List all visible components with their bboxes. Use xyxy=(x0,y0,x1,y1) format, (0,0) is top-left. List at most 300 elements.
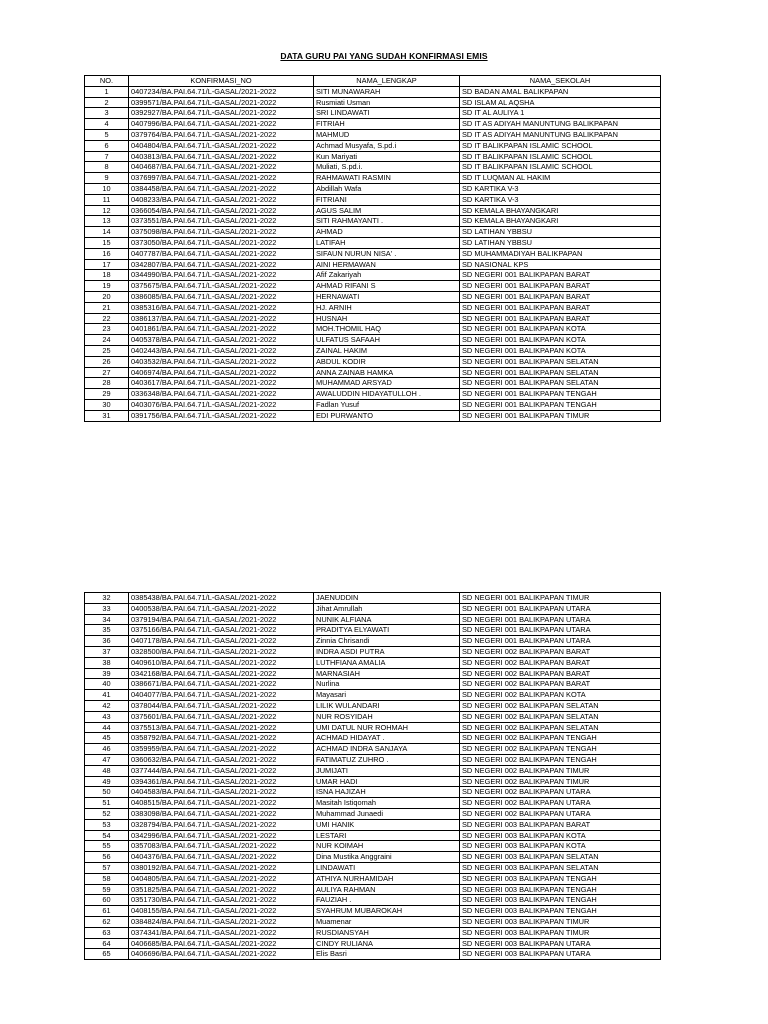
cell-no: 30 xyxy=(85,399,129,410)
cell-nama-sekolah: SD MUHAMMADIYAH BALIKPAPAN xyxy=(460,248,661,259)
cell-konfirmasi-no: 0404583/BA.PAI.64.71/L-GASAL/2021-2022 xyxy=(129,787,314,798)
table-row xyxy=(85,690,661,701)
cell-konfirmasi-no: 0404804/BA.PAI.64.71/L-GASAL/2021-2022 xyxy=(129,140,314,151)
cell-konfirmasi-no: 0407787/BA.PAI.64.71/L-GASAL/2021-2022 xyxy=(129,248,314,259)
table-row xyxy=(85,345,661,356)
cell-nama-sekolah: SD IT AS ADIYAH MANUNTUNG BALIKPAPAN xyxy=(460,119,661,130)
cell-nama-lengkap: Rusmiati Usman xyxy=(314,97,460,108)
cell-no: 29 xyxy=(85,389,129,400)
table-row xyxy=(85,97,661,108)
cell-nama-sekolah: SD NEGERI 003 BALIKPAPAN KOTA xyxy=(460,830,661,841)
cell-nama-lengkap: FITRIAH xyxy=(314,119,460,130)
cell-nama-lengkap: Fadlan Yusuf xyxy=(314,399,460,410)
cell-nama-sekolah: SD KEMALA BHAYANGKARI xyxy=(460,216,661,227)
cell-nama-sekolah: SD NEGERI 001 BALIKPAPAN UTARA xyxy=(460,625,661,636)
table-row xyxy=(85,614,661,625)
table-row xyxy=(85,119,661,130)
cell-konfirmasi-no: 0375513/BA.PAI.64.71/L-GASAL/2021-2022 xyxy=(129,722,314,733)
table-row xyxy=(85,162,661,173)
cell-nama-sekolah: SD NEGERI 002 BALIKPAPAN TENGAH xyxy=(460,754,661,765)
cell-no: 54 xyxy=(85,830,129,841)
cell-konfirmasi-no: 0351825/BA.PAI.64.71/L-GASAL/2021-2022 xyxy=(129,884,314,895)
cell-konfirmasi-no: 0400538/BA.PAI.64.71/L-GASAL/2021-2022 xyxy=(129,603,314,614)
cell-nama-sekolah: SD IT BALIKPAPAN ISLAMIC SCHOOL xyxy=(460,140,661,151)
cell-konfirmasi-no: 0342807/BA.PAI.64.71/L-GASAL/2021-2022 xyxy=(129,259,314,270)
cell-nama-sekolah: SD NEGERI 001 BALIKPAPAN UTARA xyxy=(460,603,661,614)
header-nama-sekolah: NAMA_SEKOLAH xyxy=(460,76,661,87)
table-row xyxy=(85,356,661,367)
cell-konfirmasi-no: 0404376/BA.PAI.64.71/L-GASAL/2021-2022 xyxy=(129,852,314,863)
cell-nama-sekolah: SD NEGERI 001 BALIKPAPAN KOTA xyxy=(460,345,661,356)
table-row xyxy=(85,335,661,346)
cell-konfirmasi-no: 0406696/BA.PAI.64.71/L-GASAL/2021-2022 xyxy=(129,949,314,960)
table-row xyxy=(85,151,661,162)
cell-nama-sekolah: SD NEGERI 001 BALIKPAPAN TIMUR xyxy=(460,410,661,421)
cell-nama-sekolah: SD NEGERI 003 BALIKPAPAN SELATAN xyxy=(460,852,661,863)
cell-konfirmasi-no: 0399571/BA.PAI.64.71/L-GASAL/2021-2022 xyxy=(129,97,314,108)
table-row xyxy=(85,399,661,410)
cell-nama-lengkap: NUR KOIMAH xyxy=(314,841,460,852)
cell-no: 58 xyxy=(85,873,129,884)
cell-nama-sekolah: SD NEGERI 003 BALIKPAPAN TENGAH xyxy=(460,884,661,895)
cell-no: 51 xyxy=(85,798,129,809)
cell-no: 8 xyxy=(85,162,129,173)
cell-konfirmasi-no: 0342996/BA.PAI.64.71/L-GASAL/2021-2022 xyxy=(129,830,314,841)
cell-nama-lengkap: Elis Basri xyxy=(314,949,460,960)
cell-nama-lengkap: LILIK WULANDARI xyxy=(314,700,460,711)
table-row xyxy=(85,841,661,852)
cell-nama-lengkap: UMI HANIK xyxy=(314,819,460,830)
cell-nama-sekolah: SD NEGERI 001 BALIKPAPAN BARAT xyxy=(460,270,661,281)
table-row xyxy=(85,313,661,324)
cell-no: 4 xyxy=(85,119,129,130)
cell-nama-lengkap: HERNAWATI xyxy=(314,291,460,302)
cell-nama-lengkap: HUSNAH xyxy=(314,313,460,324)
cell-no: 24 xyxy=(85,335,129,346)
teacher-table-page-2 xyxy=(84,592,661,960)
table-row xyxy=(85,819,661,830)
cell-nama-sekolah: SD KARTIKA V-3 xyxy=(460,194,661,205)
table-row xyxy=(85,852,661,863)
cell-konfirmasi-no: 0406974/BA.PAI.64.71/L-GASAL/2021-2022 xyxy=(129,367,314,378)
cell-nama-sekolah: SD IT AL AULIYA 1 xyxy=(460,108,661,119)
table-row xyxy=(85,646,661,657)
table-row xyxy=(85,884,661,895)
cell-konfirmasi-no: 0408233/BA.PAI.64.71/L-GASAL/2021-2022 xyxy=(129,194,314,205)
table-row xyxy=(85,216,661,227)
cell-nama-sekolah: SD NEGERI 003 BALIKPAPAN UTARA xyxy=(460,949,661,960)
header-nama-lengkap: NAMA_LENGKAP xyxy=(314,76,460,87)
cell-nama-lengkap: Jihat Amrullah xyxy=(314,603,460,614)
cell-nama-lengkap: ACHMAD INDRA SANJAYA xyxy=(314,744,460,755)
cell-no: 59 xyxy=(85,884,129,895)
cell-no: 14 xyxy=(85,227,129,238)
cell-no: 2 xyxy=(85,97,129,108)
cell-no: 64 xyxy=(85,938,129,949)
cell-nama-lengkap: ANNA ZAINAB HAMKA xyxy=(314,367,460,378)
cell-konfirmasi-no: 0336348/BA.PAI.64.71/L-GASAL/2021-2022 xyxy=(129,389,314,400)
cell-konfirmasi-no: 0384824/BA.PAI.64.71/L-GASAL/2021-2022 xyxy=(129,916,314,927)
cell-nama-lengkap: LATIFAH xyxy=(314,237,460,248)
cell-nama-sekolah: SD NEGERI 003 BALIKPAPAN KOTA xyxy=(460,841,661,852)
cell-konfirmasi-no: 0406685/BA.PAI.64.71/L-GASAL/2021-2022 xyxy=(129,938,314,949)
cell-no: 22 xyxy=(85,313,129,324)
cell-no: 32 xyxy=(85,593,129,604)
cell-konfirmasi-no: 0328500/BA.PAI.64.71/L-GASAL/2021-2022 xyxy=(129,646,314,657)
cell-nama-sekolah: SD NEGERI 001 BALIKPAPAN SELATAN xyxy=(460,378,661,389)
cell-nama-sekolah: SD NEGERI 003 BALIKPAPAN TENGAH xyxy=(460,895,661,906)
table-row xyxy=(85,625,661,636)
cell-konfirmasi-no: 0401861/BA.PAI.64.71/L-GASAL/2021-2022 xyxy=(129,324,314,335)
table-row xyxy=(85,798,661,809)
cell-no: 49 xyxy=(85,776,129,787)
cell-no: 57 xyxy=(85,862,129,873)
cell-konfirmasi-no: 0404805/BA.PAI.64.71/L-GASAL/2021-2022 xyxy=(129,873,314,884)
cell-konfirmasi-no: 0404687/BA.PAI.64.71/L-GASAL/2021-2022 xyxy=(129,162,314,173)
cell-nama-lengkap: Muhammad Junaedi xyxy=(314,808,460,819)
cell-konfirmasi-no: 0392927/BA.PAI.64.71/L-GASAL/2021-2022 xyxy=(129,108,314,119)
cell-konfirmasi-no: 0344990/BA.PAI.64.71/L-GASAL/2021-2022 xyxy=(129,270,314,281)
table-row xyxy=(85,927,661,938)
cell-nama-lengkap: MUHAMMAD ARSYAD xyxy=(314,378,460,389)
cell-nama-lengkap: FITRIANI xyxy=(314,194,460,205)
cell-no: 44 xyxy=(85,722,129,733)
cell-nama-sekolah: SD NEGERI 001 BALIKPAPAN KOTA xyxy=(460,324,661,335)
table-row xyxy=(85,270,661,281)
cell-nama-lengkap: SIFAUN NURUN NISA' . xyxy=(314,248,460,259)
cell-nama-lengkap: LESTARI xyxy=(314,830,460,841)
cell-konfirmasi-no: 0403532/BA.PAI.64.71/L-GASAL/2021-2022 xyxy=(129,356,314,367)
table-row xyxy=(85,302,661,313)
cell-konfirmasi-no: 0383098/BA.PAI.64.71/L-GASAL/2021-2022 xyxy=(129,808,314,819)
cell-nama-sekolah: SD NASIONAL KPS xyxy=(460,259,661,270)
table-row xyxy=(85,657,661,668)
cell-nama-sekolah: SD NEGERI 003 BALIKPAPAN TENGAH xyxy=(460,873,661,884)
cell-nama-lengkap: NUNIK ALFIANA xyxy=(314,614,460,625)
table-row xyxy=(85,679,661,690)
cell-konfirmasi-no: 0328794/BA.PAI.64.71/L-GASAL/2021-2022 xyxy=(129,819,314,830)
cell-nama-sekolah: SD IT AS ADIYAH MANUNTUNG BALIKPAPAN xyxy=(460,129,661,140)
cell-nama-lengkap: JUMIJATI xyxy=(314,765,460,776)
cell-nama-sekolah: SD NEGERI 001 BALIKPAPAN TENGAH xyxy=(460,389,661,400)
cell-nama-lengkap: Zinnia Chrisandi xyxy=(314,636,460,647)
cell-no: 41 xyxy=(85,690,129,701)
table-row xyxy=(85,668,661,679)
cell-nama-lengkap: HJ. ARNIH xyxy=(314,302,460,313)
cell-no: 43 xyxy=(85,711,129,722)
cell-no: 61 xyxy=(85,906,129,917)
cell-nama-lengkap: Achmad Musyafa, S.pd.i xyxy=(314,140,460,151)
cell-nama-lengkap: PRADITYA ELYAWATI xyxy=(314,625,460,636)
cell-nama-sekolah: SD NEGERI 001 BALIKPAPAN TIMUR xyxy=(460,593,661,604)
cell-nama-sekolah: SD LATIHAN YBBSU xyxy=(460,237,661,248)
table-row xyxy=(85,711,661,722)
cell-no: 45 xyxy=(85,733,129,744)
cell-nama-lengkap: SITI MUNAWARAH xyxy=(314,86,460,97)
cell-konfirmasi-no: 0359959/BA.PAI.64.71/L-GASAL/2021-2022 xyxy=(129,744,314,755)
cell-konfirmasi-no: 0402443/BA.PAI.64.71/L-GASAL/2021-2022 xyxy=(129,345,314,356)
cell-no: 37 xyxy=(85,646,129,657)
cell-no: 38 xyxy=(85,657,129,668)
cell-konfirmasi-no: 0358792/BA.PAI.64.71/L-GASAL/2021-2022 xyxy=(129,733,314,744)
cell-nama-lengkap: FATIMATUZ ZUHRO . xyxy=(314,754,460,765)
cell-konfirmasi-no: 0408515/BA.PAI.64.71/L-GASAL/2021-2022 xyxy=(129,798,314,809)
cell-nama-sekolah: SD NEGERI 002 BALIKPAPAN TIMUR xyxy=(460,765,661,776)
cell-konfirmasi-no: 0342168/BA.PAI.64.71/L-GASAL/2021-2022 xyxy=(129,668,314,679)
cell-konfirmasi-no: 0374341/BA.PAI.64.71/L-GASAL/2021-2022 xyxy=(129,927,314,938)
cell-konfirmasi-no: 0408155/BA.PAI.64.71/L-GASAL/2021-2022 xyxy=(129,906,314,917)
cell-konfirmasi-no: 0360632/BA.PAI.64.71/L-GASAL/2021-2022 xyxy=(129,754,314,765)
cell-nama-lengkap: MARNASIAH xyxy=(314,668,460,679)
header-konfirmasi-no: KONFIRMASI_NO xyxy=(129,76,314,87)
cell-no: 26 xyxy=(85,356,129,367)
cell-no: 16 xyxy=(85,248,129,259)
cell-no: 25 xyxy=(85,345,129,356)
cell-konfirmasi-no: 0376997/BA.PAI.64.71/L-GASAL/2021-2022 xyxy=(129,173,314,184)
cell-nama-lengkap: ULFATUS SAFAAH xyxy=(314,335,460,346)
cell-nama-sekolah: SD NEGERI 001 BALIKPAPAN SELATAN xyxy=(460,356,661,367)
cell-no: 21 xyxy=(85,302,129,313)
cell-nama-lengkap: Muamenar xyxy=(314,916,460,927)
table-row xyxy=(85,949,661,960)
cell-nama-sekolah: SD NEGERI 002 BALIKPAPAN SELATAN xyxy=(460,711,661,722)
cell-nama-sekolah: SD NEGERI 002 BALIKPAPAN UTARA xyxy=(460,808,661,819)
table-row xyxy=(85,744,661,755)
cell-nama-lengkap: EDI PURWANTO xyxy=(314,410,460,421)
table-row xyxy=(85,808,661,819)
table-row xyxy=(85,895,661,906)
cell-nama-sekolah: SD NEGERI 002 BALIKPAPAN BARAT xyxy=(460,646,661,657)
cell-no: 53 xyxy=(85,819,129,830)
cell-konfirmasi-no: 0407178/BA.PAI.64.71/L-GASAL/2021-2022 xyxy=(129,636,314,647)
cell-nama-lengkap: CINDY RULIANA xyxy=(314,938,460,949)
cell-no: 9 xyxy=(85,173,129,184)
cell-konfirmasi-no: 0407996/BA.PAI.64.71/L-GASAL/2021-2022 xyxy=(129,119,314,130)
cell-konfirmasi-no: 0407234/BA.PAI.64.71/L-GASAL/2021-2022 xyxy=(129,86,314,97)
table-row xyxy=(85,700,661,711)
cell-no: 15 xyxy=(85,237,129,248)
table-row xyxy=(85,324,661,335)
cell-nama-lengkap: Afif Zakariyah xyxy=(314,270,460,281)
cell-nama-sekolah: SD NEGERI 002 BALIKPAPAN TENGAH xyxy=(460,733,661,744)
table-body-page-2 xyxy=(85,593,661,960)
cell-nama-sekolah: SD NEGERI 003 BALIKPAPAN TENGAH xyxy=(460,906,661,917)
cell-no: 3 xyxy=(85,108,129,119)
table-row xyxy=(85,862,661,873)
cell-nama-lengkap: MAHMUD xyxy=(314,129,460,140)
cell-nama-sekolah: SD NEGERI 002 BALIKPAPAN SELATAN xyxy=(460,722,661,733)
table-row xyxy=(85,389,661,400)
cell-konfirmasi-no: 0409610/BA.PAI.64.71/L-GASAL/2021-2022 xyxy=(129,657,314,668)
cell-nama-lengkap: AULIYA RAHMAN xyxy=(314,884,460,895)
cell-nama-sekolah: SD NEGERI 001 BALIKPAPAN BARAT xyxy=(460,302,661,313)
table-row xyxy=(85,830,661,841)
cell-nama-lengkap: LINDAWATI xyxy=(314,862,460,873)
cell-no: 13 xyxy=(85,216,129,227)
cell-nama-sekolah: SD NEGERI 002 BALIKPAPAN TENGAH xyxy=(460,744,661,755)
cell-nama-lengkap: ATHIYA NURHAMIDAH xyxy=(314,873,460,884)
cell-no: 20 xyxy=(85,291,129,302)
cell-no: 63 xyxy=(85,927,129,938)
cell-nama-lengkap: FAUZIAH . xyxy=(314,895,460,906)
table-row xyxy=(85,227,661,238)
table-header-row xyxy=(85,76,661,87)
cell-nama-lengkap: AWALUDDIN HIDAYATULLOH . xyxy=(314,389,460,400)
cell-konfirmasi-no: 0375675/BA.PAI.64.71/L-GASAL/2021-2022 xyxy=(129,281,314,292)
cell-nama-sekolah: SD NEGERI 003 BALIKPAPAN TIMUR xyxy=(460,916,661,927)
cell-nama-sekolah: SD NEGERI 002 BALIKPAPAN UTARA xyxy=(460,787,661,798)
page-title: DATA GURU PAI YANG SUDAH KONFIRMASI EMIS xyxy=(280,51,488,61)
table-row xyxy=(85,733,661,744)
cell-no: 17 xyxy=(85,259,129,270)
cell-konfirmasi-no: 0384458/BA.PAI.64.71/L-GASAL/2021-2022 xyxy=(129,183,314,194)
table-row xyxy=(85,108,661,119)
teacher-table-page-1 xyxy=(84,75,661,422)
cell-nama-sekolah: SD NEGERI 003 BALIKPAPAN BARAT xyxy=(460,819,661,830)
cell-konfirmasi-no: 0375098/BA.PAI.64.71/L-GASAL/2021-2022 xyxy=(129,227,314,238)
cell-konfirmasi-no: 0375166/BA.PAI.64.71/L-GASAL/2021-2022 xyxy=(129,625,314,636)
cell-no: 34 xyxy=(85,614,129,625)
cell-nama-lengkap: Muliati, S.pd.i. xyxy=(314,162,460,173)
cell-no: 62 xyxy=(85,916,129,927)
table-row xyxy=(85,367,661,378)
cell-no: 27 xyxy=(85,367,129,378)
cell-konfirmasi-no: 0377444/BA.PAI.64.71/L-GASAL/2021-2022 xyxy=(129,765,314,776)
table-row xyxy=(85,378,661,389)
cell-nama-lengkap: RAHMAWATI RASMIN xyxy=(314,173,460,184)
cell-no: 28 xyxy=(85,378,129,389)
cell-no: 33 xyxy=(85,603,129,614)
cell-nama-lengkap: Dina Mustika Anggraini xyxy=(314,852,460,863)
table-row xyxy=(85,906,661,917)
cell-nama-sekolah: SD NEGERI 001 BALIKPAPAN SELATAN xyxy=(460,367,661,378)
header-no: NO. xyxy=(85,76,129,87)
table-row xyxy=(85,603,661,614)
cell-no: 42 xyxy=(85,700,129,711)
cell-nama-sekolah: SD NEGERI 001 BALIKPAPAN UTARA xyxy=(460,614,661,625)
cell-no: 36 xyxy=(85,636,129,647)
cell-nama-lengkap: MOH.THOMIL HAQ xyxy=(314,324,460,335)
cell-nama-lengkap: ABDUL KODIR xyxy=(314,356,460,367)
cell-nama-lengkap: RUSDIANSYAH xyxy=(314,927,460,938)
cell-nama-sekolah: SD NEGERI 003 BALIKPAPAN SELATAN xyxy=(460,862,661,873)
cell-nama-lengkap: UMAR HADI xyxy=(314,776,460,787)
cell-konfirmasi-no: 0373050/BA.PAI.64.71/L-GASAL/2021-2022 xyxy=(129,237,314,248)
cell-nama-sekolah: SD ISLAM AL AQSHA xyxy=(460,97,661,108)
table-body-page-1 xyxy=(85,86,661,421)
cell-no: 31 xyxy=(85,410,129,421)
cell-nama-sekolah: SD NEGERI 002 BALIKPAPAN UTARA xyxy=(460,798,661,809)
cell-konfirmasi-no: 0375601/BA.PAI.64.71/L-GASAL/2021-2022 xyxy=(129,711,314,722)
cell-konfirmasi-no: 0403076/BA.PAI.64.71/L-GASAL/2021-2022 xyxy=(129,399,314,410)
cell-nama-sekolah: SD BADAN AMAL BALIKPAPAN xyxy=(460,86,661,97)
cell-nama-lengkap: SITI RAHMAYANTI . xyxy=(314,216,460,227)
cell-no: 52 xyxy=(85,808,129,819)
cell-nama-sekolah: SD KARTIKA V-3 xyxy=(460,183,661,194)
cell-konfirmasi-no: 0385438/BA.PAI.64.71/L-GASAL/2021-2022 xyxy=(129,593,314,604)
cell-nama-lengkap: AHMAD RIFANI S xyxy=(314,281,460,292)
cell-nama-lengkap: ISNA HAJIZAH xyxy=(314,787,460,798)
cell-nama-sekolah: SD NEGERI 001 BALIKPAPAN BARAT xyxy=(460,291,661,302)
cell-nama-lengkap: LUTHFIANA AMALIA xyxy=(314,657,460,668)
cell-konfirmasi-no: 0386137/BA.PAI.64.71/L-GASAL/2021-2022 xyxy=(129,313,314,324)
cell-nama-sekolah: SD NEGERI 001 BALIKPAPAN BARAT xyxy=(460,313,661,324)
cell-no: 60 xyxy=(85,895,129,906)
cell-nama-lengkap: UMI DATUL NUR ROHMAH xyxy=(314,722,460,733)
table-row xyxy=(85,636,661,647)
cell-no: 7 xyxy=(85,151,129,162)
cell-no: 39 xyxy=(85,668,129,679)
cell-nama-lengkap: Abdillah Wafa xyxy=(314,183,460,194)
cell-nama-lengkap: SRI LINDAWATI xyxy=(314,108,460,119)
cell-nama-lengkap: JAENUDDIN xyxy=(314,593,460,604)
cell-nama-sekolah: SD KEMALA BHAYANGKARI xyxy=(460,205,661,216)
cell-konfirmasi-no: 0366054/BA.PAI.64.71/L-GASAL/2021-2022 xyxy=(129,205,314,216)
table-row xyxy=(85,916,661,927)
cell-konfirmasi-no: 0380192/BA.PAI.64.71/L-GASAL/2021-2022 xyxy=(129,862,314,873)
cell-nama-lengkap: AINI HERMAWAN xyxy=(314,259,460,270)
cell-no: 19 xyxy=(85,281,129,292)
cell-no: 47 xyxy=(85,754,129,765)
table-row xyxy=(85,237,661,248)
cell-konfirmasi-no: 0394361/BA.PAI.64.71/L-GASAL/2021-2022 xyxy=(129,776,314,787)
cell-no: 1 xyxy=(85,86,129,97)
table-row xyxy=(85,183,661,194)
cell-no: 56 xyxy=(85,852,129,863)
cell-konfirmasi-no: 0403813/BA.PAI.64.71/L-GASAL/2021-2022 xyxy=(129,151,314,162)
cell-nama-lengkap: ZAINAL HAKIM xyxy=(314,345,460,356)
cell-no: 6 xyxy=(85,140,129,151)
table-row xyxy=(85,873,661,884)
cell-nama-sekolah: SD NEGERI 001 BALIKPAPAN TENGAH xyxy=(460,399,661,410)
cell-konfirmasi-no: 0386671/BA.PAI.64.71/L-GASAL/2021-2022 xyxy=(129,679,314,690)
cell-nama-sekolah: SD NEGERI 002 BALIKPAPAN TIMUR xyxy=(460,776,661,787)
cell-nama-sekolah: SD NEGERI 002 BALIKPAPAN BARAT xyxy=(460,657,661,668)
table-row xyxy=(85,194,661,205)
table-row xyxy=(85,248,661,259)
cell-nama-sekolah: SD NEGERI 002 BALIKPAPAN KOTA xyxy=(460,690,661,701)
cell-no: 50 xyxy=(85,787,129,798)
cell-no: 35 xyxy=(85,625,129,636)
table-row xyxy=(85,722,661,733)
cell-konfirmasi-no: 0385316/BA.PAI.64.71/L-GASAL/2021-2022 xyxy=(129,302,314,313)
table-row xyxy=(85,765,661,776)
cell-no: 12 xyxy=(85,205,129,216)
table-row xyxy=(85,173,661,184)
cell-nama-sekolah: SD NEGERI 001 BALIKPAPAN KOTA xyxy=(460,335,661,346)
cell-nama-lengkap: Mayasari xyxy=(314,690,460,701)
table-row xyxy=(85,281,661,292)
cell-konfirmasi-no: 0373551/BA.PAI.64.71/L-GASAL/2021-2022 xyxy=(129,216,314,227)
cell-nama-lengkap: NUR ROSYIDAH xyxy=(314,711,460,722)
cell-konfirmasi-no: 0351730/BA.PAI.64.71/L-GASAL/2021-2022 xyxy=(129,895,314,906)
cell-no: 23 xyxy=(85,324,129,335)
table-row xyxy=(85,205,661,216)
table-row xyxy=(85,593,661,604)
cell-nama-sekolah: SD NEGERI 001 BALIKPAPAN UTARA xyxy=(460,636,661,647)
cell-nama-sekolah: SD LATIHAN YBBSU xyxy=(460,227,661,238)
table-row xyxy=(85,259,661,270)
table-row xyxy=(85,86,661,97)
cell-nama-sekolah: SD IT BALIKPAPAN ISLAMIC SCHOOL xyxy=(460,162,661,173)
cell-no: 11 xyxy=(85,194,129,205)
cell-konfirmasi-no: 0378044/BA.PAI.64.71/L-GASAL/2021-2022 xyxy=(129,700,314,711)
cell-nama-lengkap: Kun Mariyati xyxy=(314,151,460,162)
cell-nama-lengkap: AHMAD xyxy=(314,227,460,238)
table-row xyxy=(85,140,661,151)
cell-konfirmasi-no: 0379764/BA.PAI.64.71/L-GASAL/2021-2022 xyxy=(129,129,314,140)
cell-konfirmasi-no: 0386085/BA.PAI.64.71/L-GASAL/2021-2022 xyxy=(129,291,314,302)
